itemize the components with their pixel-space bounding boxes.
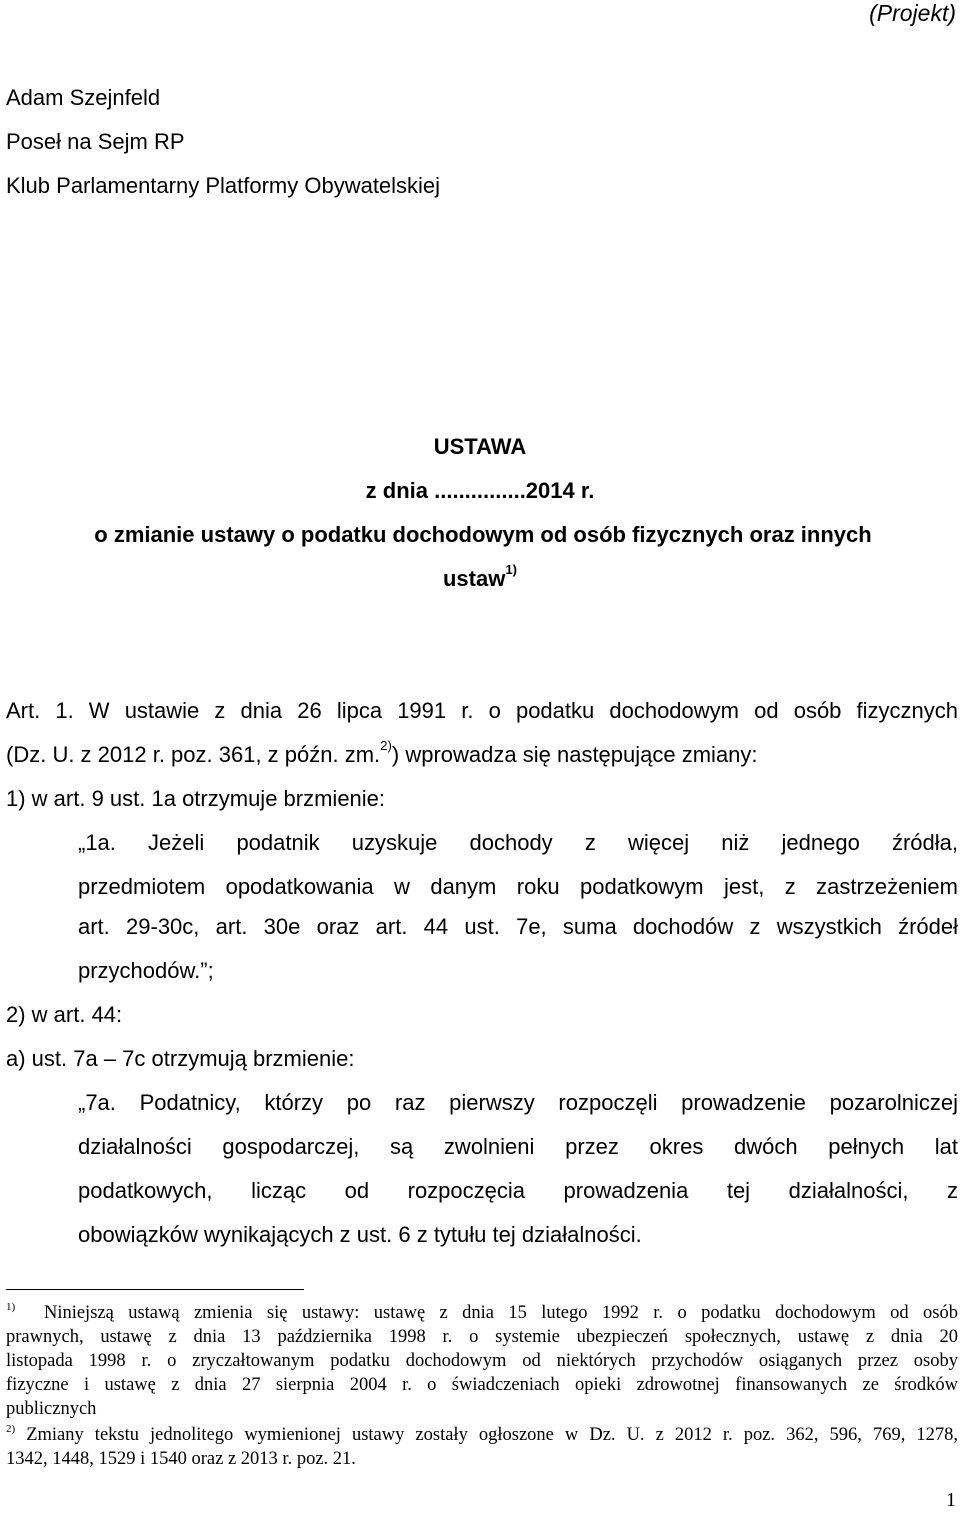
author-club: Klub Parlamentarny Platformy Obywatelskiej <box>6 173 441 198</box>
footnote-2-text1: Zmiany tekstu jednolitego wymienionej ustawy zostały ogłoszone w Dz. U. z 2012 r. poz. 362, 596, 769, 1278, <box>26 1425 958 1445</box>
act-subject-line2 <box>0 562 960 592</box>
article1-line2-pre: (Dz. U. z 2012 r. poz. 361, z późn. zm. <box>6 742 381 767</box>
act-subject-text: ustaw <box>442 566 506 591</box>
quote1-line2: przedmiotem opodatkowania w danym roku podatkowym jest, z zastrzeżeniem <box>78 874 958 899</box>
article1-point2: 2) w art. 44: <box>6 1002 123 1027</box>
quote1-line1: „1a. Jeżeli podatnik uzyskuje dochody z więcej niż jednego źródła, <box>78 830 958 855</box>
footnote-1-ref: 1) <box>6 1301 16 1313</box>
footnote-1-line1 <box>6 1303 958 1324</box>
quote2-line4: obowiązków wynikających z ust. 6 z tytułu tej działalności. <box>78 1222 642 1247</box>
footnote-separator <box>6 1289 304 1290</box>
footnote-1-line5: publicznych <box>6 1399 97 1419</box>
page-number: 1 <box>946 1489 956 1511</box>
act-title: USTAWA <box>433 434 527 459</box>
author-position: Poseł na Sejm RP <box>6 129 185 154</box>
author-name: Adam Szejnfeld <box>6 85 161 110</box>
footnote-1-line2: prawnych, ustawę z dnia 13 października 1998 r. o systemie ubezpieczeń społecznych, ustawę z dnia 20 <box>6 1327 958 1347</box>
footnote-2-line1 <box>6 1425 958 1446</box>
footnote-2-line2: 1342, 1448, 1529 i 1540 oraz z 2013 r. poz. 21. <box>6 1449 356 1469</box>
footnote-2-ref: 2) <box>6 1423 16 1435</box>
article1-line1: Art. 1. W ustawie z dnia 26 lipca 1991 r. o podatku dochodowym od osób fizycznych <box>6 698 958 723</box>
footnote-1-line4: fizyczne i ustawę z dnia 27 sierpnia 2004 r. o świadczeniach opieki zdrowotnej finansowanych ze środków <box>6 1375 958 1395</box>
footnote-ref-1: 1) <box>505 562 518 577</box>
act-subject-line1: o zmianie ustawy o podatku dochodowym od osób fizycznych oraz innych <box>94 522 872 547</box>
footnote-1-text1: Niniejszą ustawą zmienia się ustawy: ustawę z dnia 15 lutego 1992 r. o podatku dochodowym od osób <box>43 1303 959 1323</box>
quote2-line3: podatkowych, licząc od rozpoczęcia prowadzenia tej działalności, z <box>78 1178 958 1203</box>
article1-line2 <box>6 738 758 768</box>
article1-line2-post: ) wprowadza się następujące zmiany: <box>391 742 758 767</box>
act-date: z dnia ...............2014 r. <box>365 478 595 503</box>
article1-point1: 1) w art. 9 ust. 1a otrzymuje brzmienie: <box>6 786 386 811</box>
quote2-line1: „7a. Podatnicy, którzy po raz pierwszy rozpoczęli prowadzenie pozarolniczej <box>78 1090 958 1115</box>
quote1-line3: art. 29-30c, art. 30e oraz art. 44 ust. 7e, suma dochodów z wszystkich źródeł <box>78 914 958 939</box>
quote2-line2: działalności gospodarczej, są zwolnieni przez okres dwóch pełnych lat <box>78 1134 958 1159</box>
quote1-line4: przychodów.”; <box>78 958 214 983</box>
footnote-ref-2: 2) <box>380 738 392 753</box>
article1-point2a: a) ust. 7a – 7c otrzymują brzmienie: <box>6 1046 355 1071</box>
footnote-1-line3: listopada 1998 r. o zryczałtowanym podatku dochodowym od niektórych przychodów osiąganych przez osoby <box>6 1351 958 1371</box>
project-label: (Projekt) <box>869 0 956 26</box>
